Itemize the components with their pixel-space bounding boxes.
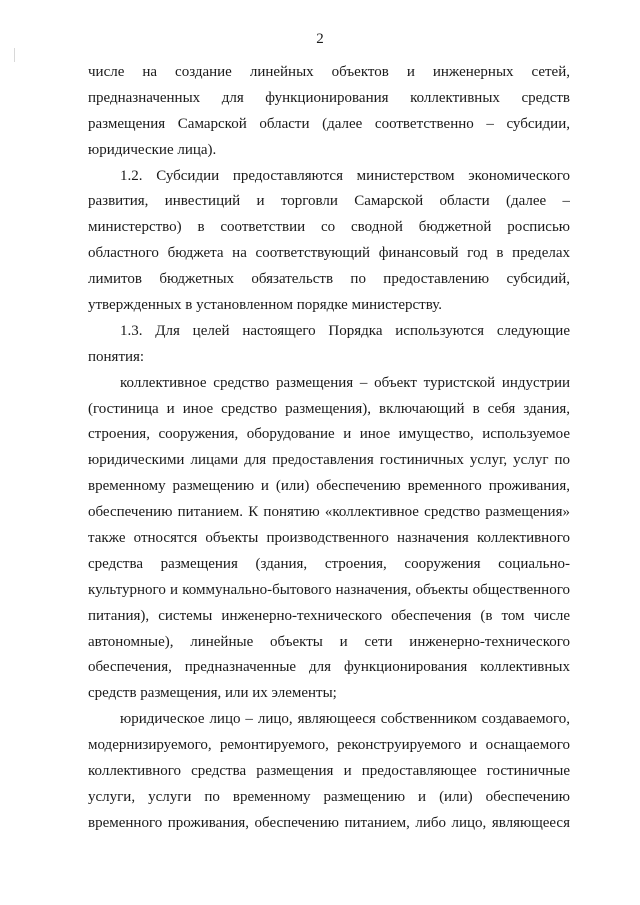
text-line: (гостиница и иное средство размещения), включающий в себя здания,	[88, 400, 570, 417]
text-line: питания), системы инженерно-технического обеспечения (в том числе	[88, 607, 570, 624]
text-line: утвержденных в установленном порядке министерству.	[88, 297, 443, 314]
text-line: министерство) в соответствии со сводной бюджетной росписью	[88, 219, 570, 236]
text-line: юридическое лицо – лицо, являющееся собственником создаваемого,	[120, 711, 570, 728]
document-body	[88, 63, 570, 840]
text-line: коллективное средство размещения – объект туристской индустрии	[120, 374, 570, 391]
text-line: средств размещения, или их элементы;	[88, 685, 337, 702]
text-line: понятия:	[88, 348, 145, 365]
text-line: временному размещению и (или) обеспечению временного проживания,	[88, 478, 570, 495]
text-line: временного проживания, обеспечению питанием, либо лицо, являющееся	[88, 814, 570, 831]
text-line: обеспечения, предназначенные для функционирования коллективных	[88, 659, 570, 676]
text-line: развития, инвестиций и торговли Самарской области (далее –	[88, 193, 570, 210]
text-line: автономные), линейные объекты и сети инженерно-технического	[88, 633, 570, 650]
text-line: услуги, услуги по временному размещению и (или) обеспечению	[88, 788, 570, 805]
text-line: обеспечению питанием. К понятию «коллективное средство размещения»	[88, 504, 570, 521]
text-line: лимитов бюджетных обязательств по предоставлению субсидий,	[88, 271, 570, 288]
text-line: предназначенных для функционирования коллективных средств	[88, 89, 570, 106]
scan-mark	[14, 48, 15, 62]
text-line: строения, сооружения, оборудование и иное имущество, используемое	[88, 426, 570, 443]
text-line: 1.3. Для целей настоящего Порядка используются следующие	[120, 322, 570, 339]
text-line: юридические лица).	[88, 141, 217, 158]
text-line: культурного и коммунально-бытового назначения, объекты общественного	[88, 581, 570, 598]
text-line: размещения Самарской области (далее соответственно – субсидии,	[88, 115, 570, 132]
text-line: 1.2. Субсидии предоставляются министерством экономического	[120, 167, 570, 184]
text-line: также относятся объекты производственного назначения коллективного	[88, 530, 570, 547]
text-line: числе на создание линейных объектов и инженерных сетей,	[88, 64, 570, 80]
page-number: 2	[316, 31, 324, 47]
text-line: юридическими лицами для предоставления гостиничных услуг, услуг по	[88, 452, 570, 469]
text-line: модернизируемого, ремонтируемого, реконструируемого и оснащаемого	[88, 737, 570, 754]
text-line: областного бюджета на соответствующий финансовый год в пределах	[88, 245, 570, 262]
text-line: коллективного средства размещения и предоставляющее гостиничные	[88, 763, 570, 780]
text-line: средства размещения (здания, строения, сооружения социально-	[88, 555, 570, 572]
